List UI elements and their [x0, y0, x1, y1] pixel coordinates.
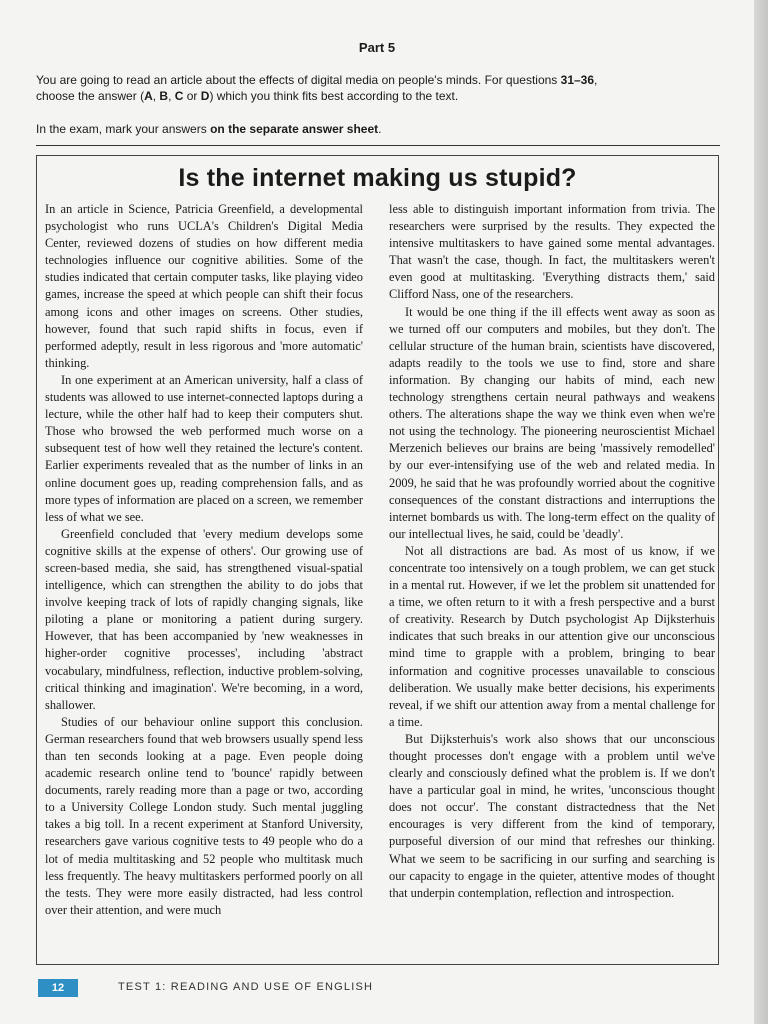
instructions-line2-pre: choose the answer ( — [36, 89, 145, 103]
section-footer: TEST 1: READING AND USE OF ENGLISH — [118, 981, 374, 993]
option-c: C — [174, 89, 184, 103]
page-number: 12 — [38, 979, 78, 997]
option-d: D — [200, 89, 210, 103]
book-spine-shadow — [754, 0, 768, 1024]
article-paragraph: But Dijksterhuis's work also shows that our unconscious thought processes don't engage with a problem until we've clearly and consciously defined what the problem is. If we don't have a particular goal in mind, he writes, 'unconscious thought does not occur'. The constant distractedness that the Net encourages is very different from the kind of temporary, purposeful diversion of our mind that refreshes our thinking. What we seem to be sacrificing in our surfing and searching is our capacity to engage in the quieter, attentive modes of thought that underpin contemplation, reflection and introspection. — [389, 731, 715, 900]
article-column-right — [389, 201, 715, 902]
article-paragraph: Not all distractions are bad. As most of us know, if we concentrate too intensively on a tough problem, we can get stuck in a mental rut. However, if we let the problem sit unattended for a time, we often return to it with a fresh perspective and a burst of creativity. Research by Dutch psychologist Ap Dijksterhuis indicates that such breaks in our attention give our unconscious mind time to grapple with a problem, bringing to bear information and cognitive processes unavailable to conscious deliberation. We usually make better decisions, his experiments reveal, if we shift our attention away from a mental challenge for a time. — [389, 543, 715, 729]
instructions-line1: You are going to read an article about the effects of digital media on people's minds. For questions — [36, 73, 558, 87]
exam-note-post: . — [378, 122, 382, 136]
article-paragraph: In one experiment at an American university, half a class of students was allowed to use internet-connected laptops during a lecture, while the other half had to keep their computers shut. Those who browsed the web performed much worse on a subsequent test of how well they retained the lecture's content. Earlier experiments revealed that as the number of links in an online document goes up, reading comprehension falls, and as more types of information are placed on a screen, we remember less of what we see. — [45, 372, 363, 524]
article-paragraph: It would be one thing if the ill effects went away as soon as we turned off our computers and mobiles, but they don't. The cellular structure of the human brain, scientists have discovered, adapts readily to the tools we use to find, store and share information. By changing our habits of mind, each new technology strengthens certain neural pathways and weakens others. The alterations shape the way we think even when we're not using the technology. The pioneering neuroscientist Michael Merzenich believes our brains are being 'massively remodelled' by our ever-intensifying use of the web and related media. In 2009, he said that he was profoundly worried about the cognitive consequences of the constant distractions and interruptions the internet bombards us with. The long-term effect on the quality of our intellectual lives, he said, could be 'deadly'. — [389, 304, 715, 541]
exam-note-bold: on the separate answer sheet — [210, 122, 379, 136]
article-column-left — [45, 201, 363, 919]
header-divider — [36, 145, 720, 146]
instructions-line2-post: ) which you think fits best according to the text. — [209, 89, 459, 103]
instructions: You are going to read an article about the effects of digital media on people's minds. For questions 31–36, choose the answer (A, B, C or D) which you think fits best according to the text. — [36, 73, 598, 103]
exam-note — [36, 121, 716, 137]
exam-note-pre: In the exam, mark your answers — [36, 122, 207, 136]
option-a: A — [144, 89, 153, 103]
option-b: B — [159, 89, 169, 103]
part-title: Part 5 — [358, 40, 396, 55]
article-paragraph: Studies of our behaviour online support this conclusion. German researchers found that web browsers usually spend less than ten seconds looking at a page. Even people doing academic research online tend to 'bounce' rapidly between documents, rarely reading more than a page or two, according to a University College London study. Such mental juggling takes a big toll. In a recent experiment at Stanford University, researchers gave various cognitive tests to 49 people who do a lot of media multitasking and 52 people who multitask much less frequently. The heavy multitaskers performed poorly on all the tests. They were more easily distracted, had less control over their attention, and were much — [45, 714, 363, 917]
article-paragraph: Greenfield concluded that 'every medium develops some cognitive skills at the expense of others'. Our growing use of screen-based media, she said, has strengthened visual-spatial intelligence, which can strengthen the ability to do jobs that involve keeping track of lots of rapidly changing signals, like piloting a plane or monitoring a patient during surgery. However, that has been accompanied by 'new weaknesses in higher-order cognitive processes', including 'abstract vocabulary, mindfulness, reflection, inductive problem-solving, critical thinking and imagination'. We're becoming, in a word, shallower. — [45, 526, 363, 712]
question-range: 31–36 — [560, 73, 595, 87]
article-title: Is the internet making us stupid? — [178, 164, 577, 192]
article-paragraph: less able to distinguish important information from trivia. The researchers were surprised by the results. They expected the intensive multitaskers to have gained some mental advantages. That wasn't the case, though. In fact, the multitaskers weren't even good at multitasking. 'Everything distracts them,' said Clifford Nass, one of the researchers. — [389, 202, 715, 302]
article-paragraph: In an article in Science, Patricia Greenfield, a developmental psychologist who runs UCLA's Children's Digital Media Center, reviewed dozens of studies on how different media technologies influence our cognitive abilities. Some of the studies indicated that certain computer tasks, like playing video games, increase the speed at which people can shift their focus among icons and other images on screens. Other studies, however, found that such rapid shifts in focus, even if performed adeptly, result in less rigorous and 'more automatic' thinking. — [45, 202, 363, 370]
